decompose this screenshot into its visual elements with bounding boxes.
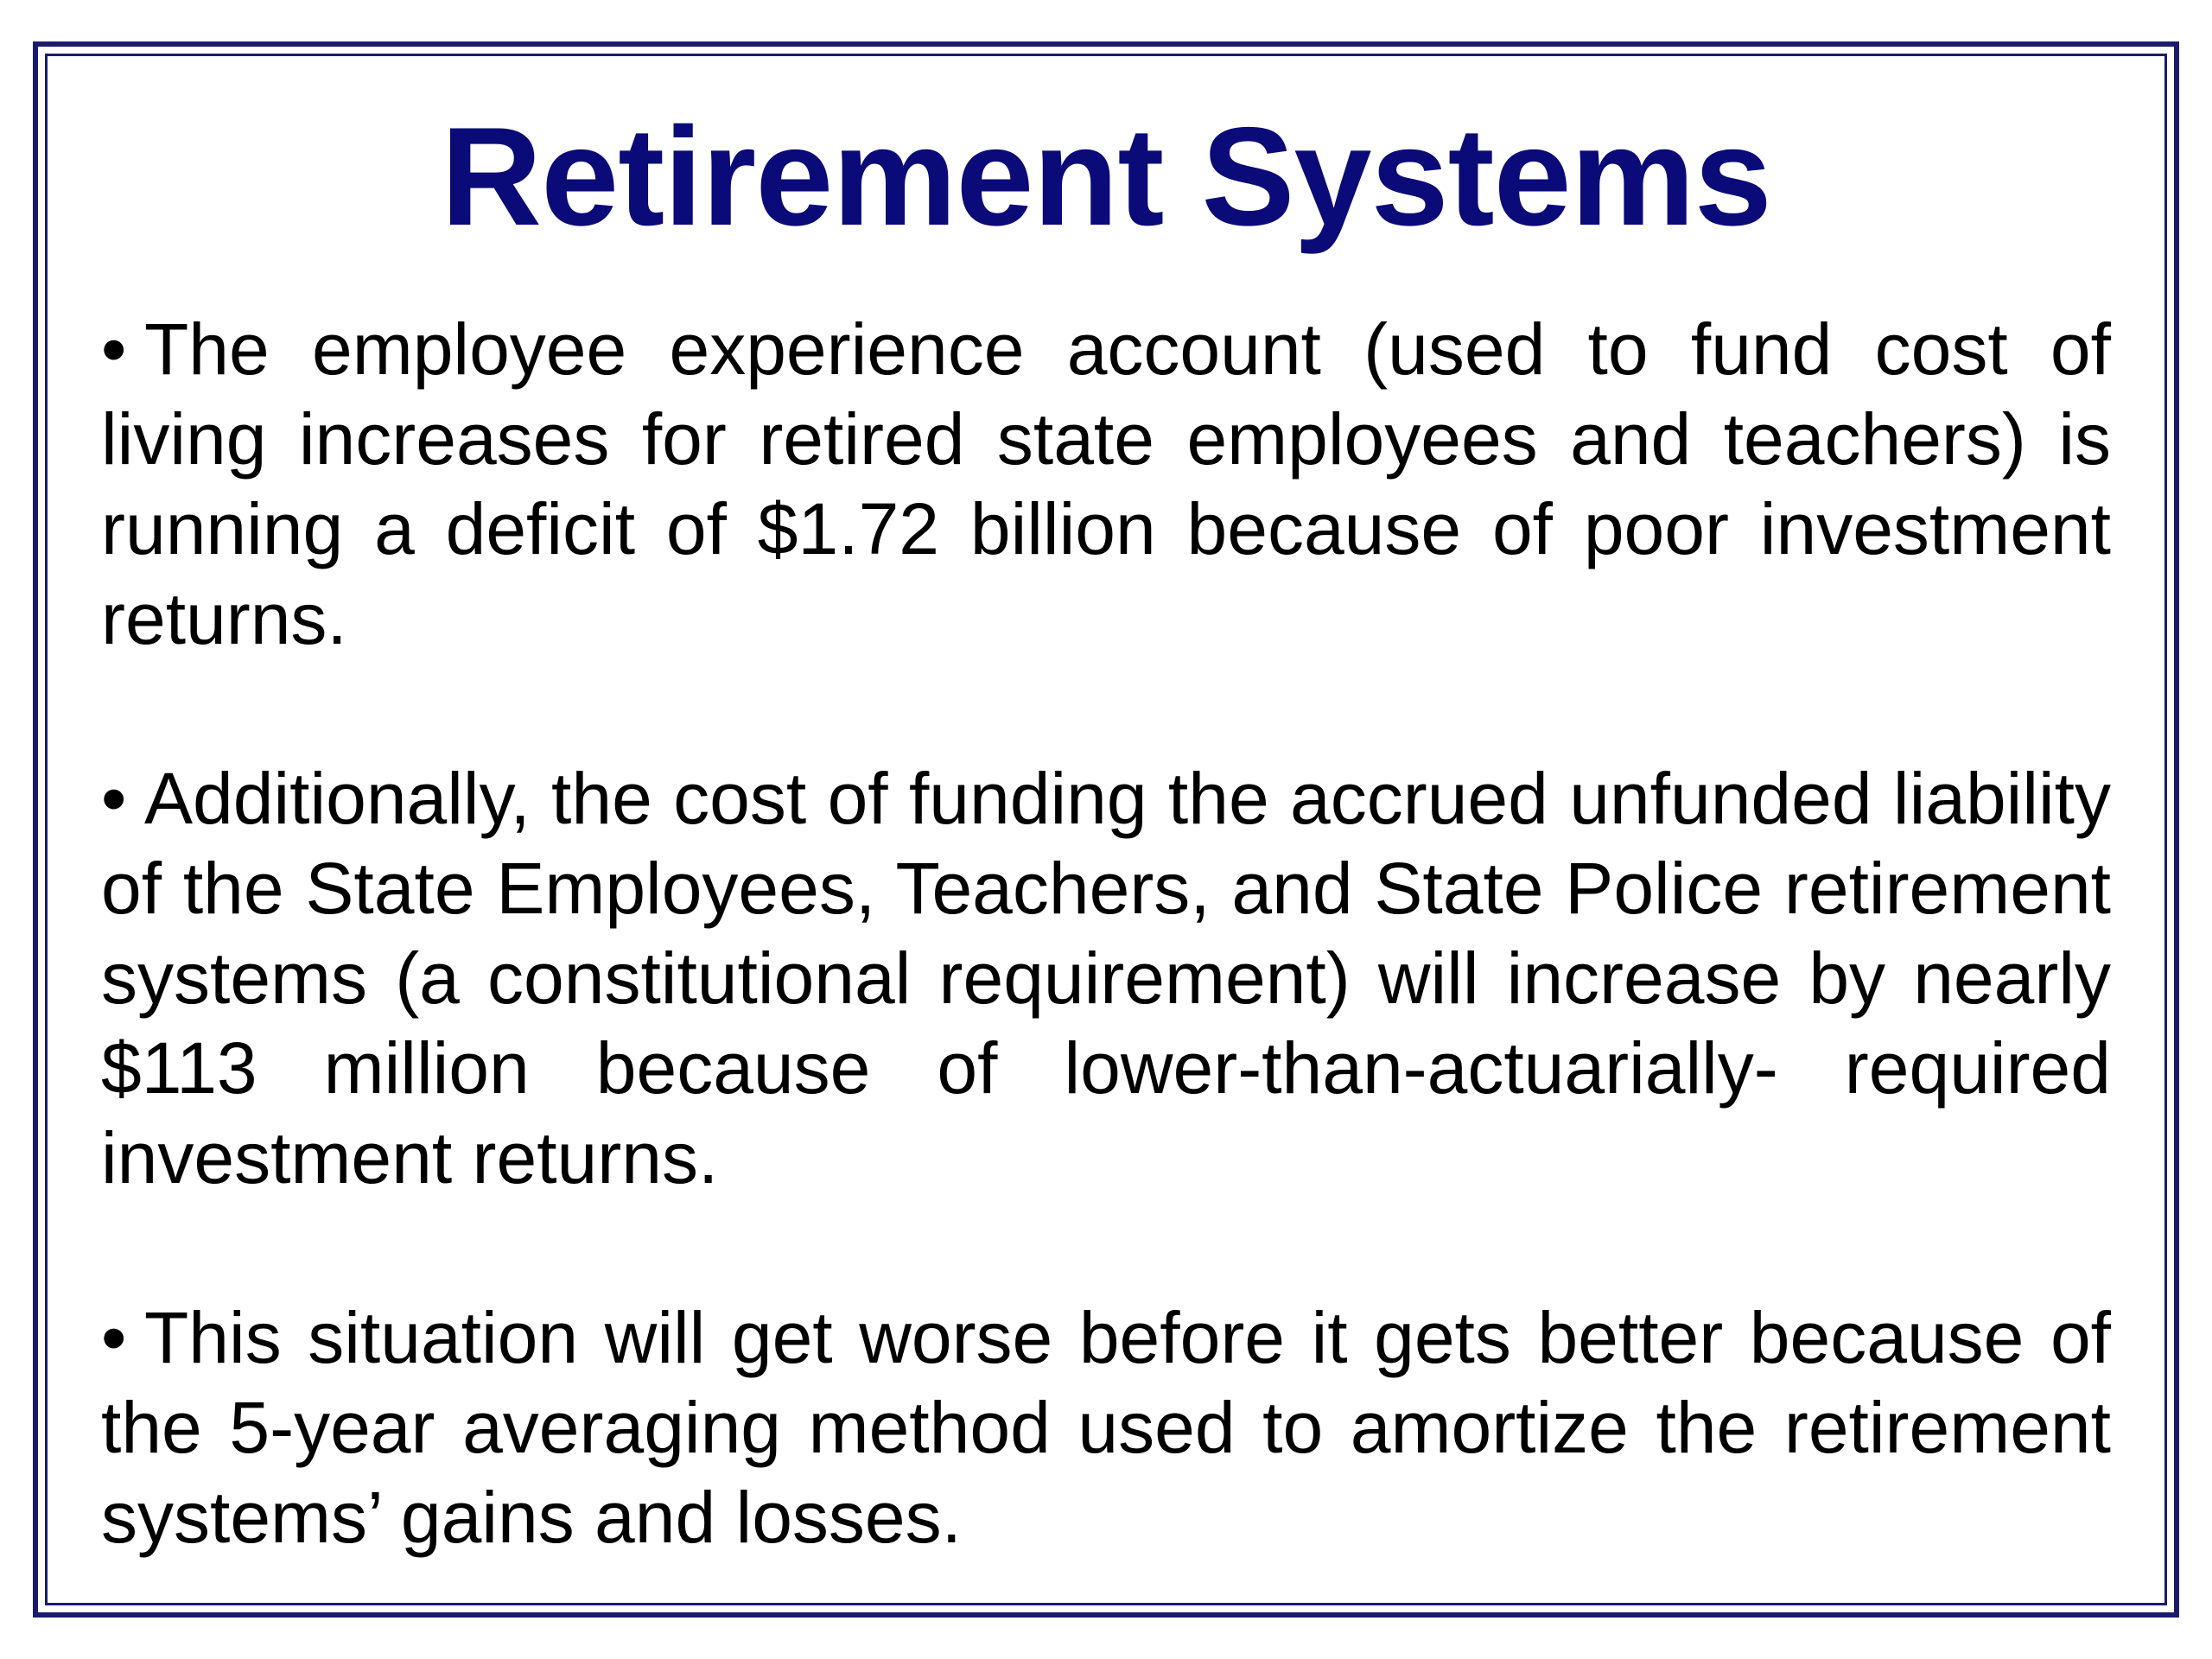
bullet-text: The employee experience account (used to fund cost of living increases for retired state employees and teachers) is running a deficit of $1.72 billion because of poor investment returns. xyxy=(101,308,2111,659)
bullet-icon: • xyxy=(101,308,127,390)
bullet-text: This situation will get worse before it gets better because of the 5-year averaging method used to amortize the retirement systems’ gains and losses. xyxy=(101,1297,2111,1558)
bullet-text: Additionally, the cost of funding the accrued unfunded liability of the State Employees, Teachers, and State Police retirement systems (a constitutional requirement) will increase by nearly $113 million because of lower-than-actuarially- required investment returns. xyxy=(101,758,2111,1198)
bullet-item xyxy=(101,1293,2111,1562)
bullet-icon: • xyxy=(101,758,127,839)
slide-title: Retirement Systems xyxy=(441,99,1771,255)
bullet-item xyxy=(101,304,2111,664)
slide-body xyxy=(101,304,2111,1562)
bullet-icon: • xyxy=(101,1297,127,1378)
bullet-item xyxy=(101,753,2111,1203)
